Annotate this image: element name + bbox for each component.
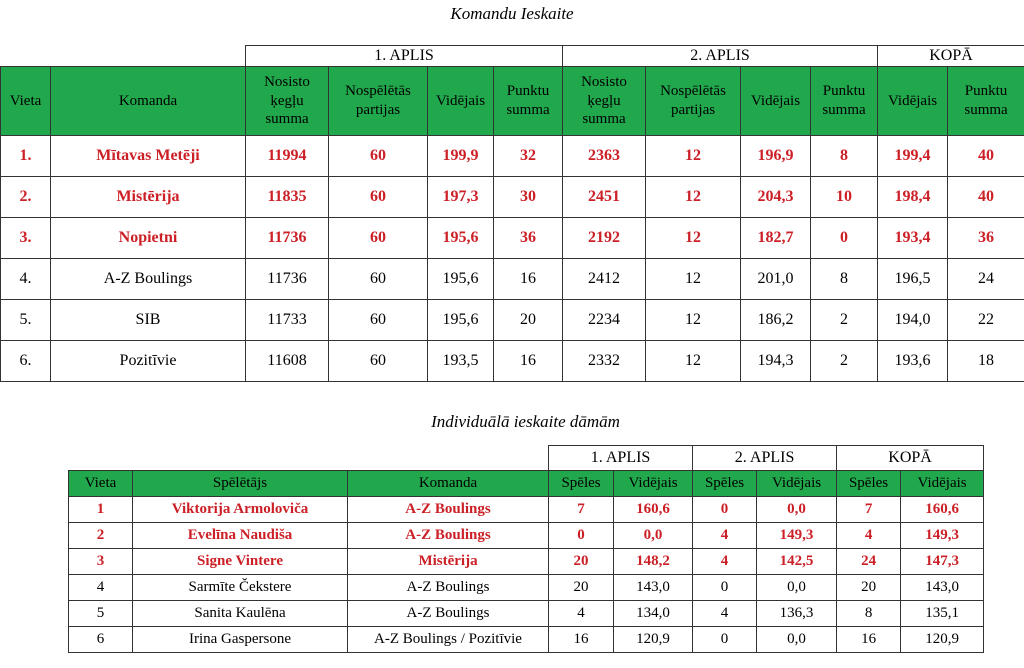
table-cell: 182,7 (741, 218, 811, 259)
column-header: Nospēlētās partijas (646, 67, 741, 136)
table-cell: Mītavas Metēji (51, 136, 246, 177)
table-cell: 24 (837, 549, 901, 575)
table-cell: 193,4 (878, 218, 948, 259)
round-group-header: KOPĀ (878, 46, 1024, 67)
table-cell: 60 (329, 259, 428, 300)
table-cell: 134,0 (614, 601, 693, 627)
table-cell: 11994 (246, 136, 329, 177)
table-cell: 3. (1, 218, 51, 259)
table-cell: 0 (549, 523, 614, 549)
table-cell: 11736 (246, 259, 329, 300)
table-cell: 2363 (563, 136, 646, 177)
table-cell: 11736 (246, 218, 329, 259)
table-cell: 20 (494, 300, 563, 341)
table-cell: 4. (1, 259, 51, 300)
table-cell: 6. (1, 341, 51, 382)
column-header: Nospēlētās partijas (329, 67, 428, 136)
table-cell: 12 (646, 300, 741, 341)
table-cell: 20 (549, 575, 614, 601)
table-cell: 160,6 (614, 497, 693, 523)
table-cell: Viktorija Armoloviča (133, 497, 348, 523)
table-cell: 12 (646, 177, 741, 218)
round-group-header: 2. APLIS (693, 446, 837, 471)
table-cell: 0 (693, 497, 757, 523)
table-cell: 20 (549, 549, 614, 575)
table-cell: 193,6 (878, 341, 948, 382)
table-cell: 8 (811, 259, 878, 300)
blank-corner-cell (1, 46, 246, 67)
table-row (69, 601, 984, 627)
table-cell: 12 (646, 136, 741, 177)
table-cell: 193,5 (428, 341, 494, 382)
column-header: Spēles (837, 471, 901, 497)
table-cell: 3 (69, 549, 133, 575)
table-cell: 0,0 (757, 497, 837, 523)
table-cell: A-Z Boulings (51, 259, 246, 300)
table-row (69, 549, 984, 575)
round-group-row (69, 446, 984, 471)
table-cell: 2412 (563, 259, 646, 300)
column-header: Spēles (693, 471, 757, 497)
table-cell: 201,0 (741, 259, 811, 300)
table-cell: 36 (948, 218, 1024, 259)
blank-corner-cell (69, 446, 549, 471)
table-cell: 2 (69, 523, 133, 549)
table-cell: A-Z Boulings (348, 575, 549, 601)
column-header: Punktu summa (948, 67, 1024, 136)
table-cell: 60 (329, 136, 428, 177)
table-cell: 0,0 (757, 575, 837, 601)
table-row (69, 497, 984, 523)
table-cell: 4 (693, 523, 757, 549)
table-cell: 136,3 (757, 601, 837, 627)
table-cell: 8 (837, 601, 901, 627)
table-cell: 2332 (563, 341, 646, 382)
table-cell: Signe Vintere (133, 549, 348, 575)
table-row (1, 136, 1024, 177)
table-cell: 147,3 (901, 549, 984, 575)
column-header: Vieta (69, 471, 133, 497)
table-cell: Sanita Kaulēna (133, 601, 348, 627)
table-cell: 143,0 (614, 575, 693, 601)
table-row (1, 259, 1024, 300)
table-cell: 7 (837, 497, 901, 523)
table-cell: 149,3 (757, 523, 837, 549)
column-header: Komanda (348, 471, 549, 497)
table-cell: 2. (1, 177, 51, 218)
table-cell: Evelīna Naudiša (133, 523, 348, 549)
table-cell: 198,4 (878, 177, 948, 218)
table-cell: 1 (69, 497, 133, 523)
table-cell: 196,5 (878, 259, 948, 300)
column-header: Vidējais (878, 67, 948, 136)
table-cell: 5 (69, 601, 133, 627)
round-group-header: 1. APLIS (549, 446, 693, 471)
individual-standings-title: Individuālā ieskaite dāmām (431, 412, 620, 431)
round-group-row (1, 46, 1024, 67)
table-cell: 11608 (246, 341, 329, 382)
table-cell: 148,2 (614, 549, 693, 575)
column-header: Vieta (1, 67, 51, 136)
column-header: Punktu summa (494, 67, 563, 136)
table-cell: 16 (494, 259, 563, 300)
table-cell: 2234 (563, 300, 646, 341)
team-standings-title: Komandu Ieskaite (450, 4, 574, 23)
table-cell: 4 (837, 523, 901, 549)
table-row (1, 300, 1024, 341)
table-cell: 8 (811, 136, 878, 177)
table-cell: Sarmīte Čekstere (133, 575, 348, 601)
table-cell: A-Z Boulings / Pozitīvie (348, 627, 549, 653)
table-cell: 11733 (246, 300, 329, 341)
table-cell: 18 (948, 341, 1024, 382)
column-header: Nosisto ķegļu summa (563, 67, 646, 136)
table-cell: 120,9 (614, 627, 693, 653)
table-cell: 7 (549, 497, 614, 523)
table-row (1, 218, 1024, 259)
table-cell: 199,4 (878, 136, 948, 177)
table-cell: 10 (811, 177, 878, 218)
table-cell: 24 (948, 259, 1024, 300)
table-cell: 5. (1, 300, 51, 341)
table-cell: 186,2 (741, 300, 811, 341)
column-header: Komanda (51, 67, 246, 136)
table-cell: 2451 (563, 177, 646, 218)
column-header: Vidējais (428, 67, 494, 136)
table-cell: 2 (811, 341, 878, 382)
table-row (69, 523, 984, 549)
table-cell: 4 (693, 601, 757, 627)
table-cell: SIB (51, 300, 246, 341)
table-cell: Nopietni (51, 218, 246, 259)
table-cell: 11835 (246, 177, 329, 218)
column-header-row (69, 471, 984, 497)
table-cell: 4 (549, 601, 614, 627)
table-cell: 120,9 (901, 627, 984, 653)
table-cell: 22 (948, 300, 1024, 341)
table-cell: A-Z Boulings (348, 523, 549, 549)
table-cell: 12 (646, 341, 741, 382)
table-cell: 30 (494, 177, 563, 218)
table-cell: 60 (329, 300, 428, 341)
table-cell: Mistērija (348, 549, 549, 575)
table-cell: 204,3 (741, 177, 811, 218)
table-cell: 0,0 (614, 523, 693, 549)
table-cell: A-Z Boulings (348, 497, 549, 523)
table-cell: 60 (329, 177, 428, 218)
table-cell: 2 (811, 300, 878, 341)
table-cell: 194,3 (741, 341, 811, 382)
table-cell: 2192 (563, 218, 646, 259)
table-cell: 196,9 (741, 136, 811, 177)
table-cell: 135,1 (901, 601, 984, 627)
table-cell: Irina Gaspersone (133, 627, 348, 653)
table-cell: 1. (1, 136, 51, 177)
table-row (1, 341, 1024, 382)
table-cell: 16 (549, 627, 614, 653)
table-cell: 0,0 (757, 627, 837, 653)
table-cell: Pozitīvie (51, 341, 246, 382)
column-header: Nosisto ķegļu summa (246, 67, 329, 136)
table-row (69, 627, 984, 653)
table-cell: 149,3 (901, 523, 984, 549)
table-cell: 40 (948, 136, 1024, 177)
individual-standings-section (68, 411, 983, 653)
table-cell: 40 (948, 177, 1024, 218)
column-header-row (1, 67, 1024, 136)
table-cell: 32 (494, 136, 563, 177)
column-header: Punktu summa (811, 67, 878, 136)
column-header: Spēles (549, 471, 614, 497)
column-header: Vidējais (901, 471, 984, 497)
table-cell: 16 (494, 341, 563, 382)
table-cell: 0 (811, 218, 878, 259)
column-header: Spēlētājs (133, 471, 348, 497)
table-cell: 60 (329, 341, 428, 382)
table-cell: 199,9 (428, 136, 494, 177)
table-cell: 12 (646, 259, 741, 300)
table-cell: 195,6 (428, 259, 494, 300)
table-cell: 197,3 (428, 177, 494, 218)
table-cell: 4 (693, 549, 757, 575)
table-cell: 16 (837, 627, 901, 653)
table-cell: 4 (69, 575, 133, 601)
individual-standings-table (68, 445, 984, 653)
round-group-header: 1. APLIS (246, 46, 563, 67)
table-cell: 0 (693, 575, 757, 601)
table-cell: Mistērija (51, 177, 246, 218)
table-cell: 194,0 (878, 300, 948, 341)
table-row (1, 177, 1024, 218)
column-header: Vidējais (757, 471, 837, 497)
table-cell: 12 (646, 218, 741, 259)
column-header: Vidējais (614, 471, 693, 497)
table-cell: A-Z Boulings (348, 601, 549, 627)
table-cell: 195,6 (428, 300, 494, 341)
table-cell: 195,6 (428, 218, 494, 259)
table-cell: 143,0 (901, 575, 984, 601)
table-cell: 6 (69, 627, 133, 653)
table-cell: 142,5 (757, 549, 837, 575)
table-cell: 60 (329, 218, 428, 259)
team-standings-table (0, 45, 1024, 382)
round-group-header: KOPĀ (837, 446, 984, 471)
table-cell: 0 (693, 627, 757, 653)
table-cell: 20 (837, 575, 901, 601)
column-header: Vidējais (741, 67, 811, 136)
table-row (69, 575, 984, 601)
table-cell: 160,6 (901, 497, 984, 523)
round-group-header: 2. APLIS (563, 46, 878, 67)
table-cell: 36 (494, 218, 563, 259)
